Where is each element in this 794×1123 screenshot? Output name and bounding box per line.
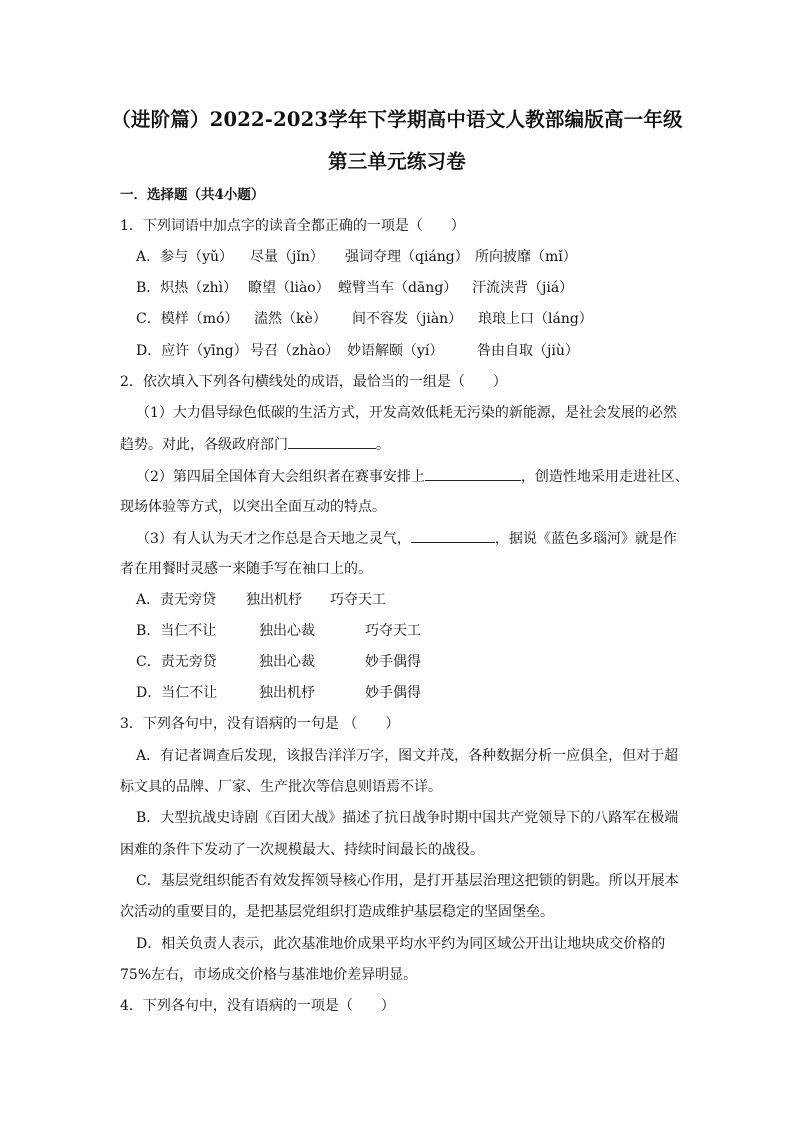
question-2-stem: 2．依次填入下列各句横线处的成语，最恰当的一组是（ ） — [120, 374, 507, 390]
question-3-option-b-line-2: 困难的条件下发动了一次规模最大、持续时间最长的战役。 — [120, 842, 484, 858]
option-d-idiom-1: D．当仁不让 — [136, 685, 218, 701]
option-a-idiom-2: 独出机杼 — [246, 592, 302, 608]
answer-blank-2 — [425, 466, 521, 481]
option-a-word-2: 尽量（jǐn） — [250, 249, 324, 265]
option-b-idiom-1: B．当仁不让 — [136, 623, 217, 639]
question-2-option-c — [136, 652, 421, 672]
sentence-1-end: 。 — [376, 437, 390, 453]
question-2-option-d — [136, 683, 421, 703]
answer-blank-1 — [288, 434, 376, 449]
option-b-word-2: 瞭望（liào） — [248, 280, 330, 296]
option-d-word-4: 咎由自取（jiù） — [477, 343, 579, 359]
option-a-word-4: 所向披靡（mǐ） — [475, 249, 577, 265]
option-a-idiom-3: 巧夺天工 — [330, 592, 386, 608]
option-d-idiom-3: 妙手偶得 — [365, 685, 421, 701]
question-3-option-d-line-1: D．相关负责人表示，此次基准地价成果平均水平约为同区域公开出让地块成交价格的 — [136, 936, 666, 952]
question-2-option-a — [136, 590, 386, 610]
question-3-option-b-line-1: B．大型抗战史诗剧《百团大战》描述了抗日战争时期中国共产党领导下的八路军在极端 — [136, 810, 679, 826]
option-b-idiom-3: 巧夺天工 — [365, 623, 421, 639]
question-1-option-d — [136, 341, 579, 361]
sentence-3-end: ，据说《蓝色多瑙河》就是作 — [494, 531, 677, 547]
question-2-sentence-1-line-2 — [120, 434, 390, 455]
option-d-word-1: D．应许（yīng） — [136, 343, 248, 359]
question-3-option-c-line-2: 次活动的重要目的，是把基层党组织打造成维护基层稳定的坚固堡垒。 — [120, 904, 554, 920]
document-title-line1: （进阶篇）2022-2023学年下学期高中语文人教部编版高一年级 — [111, 108, 683, 131]
answer-blank-3 — [411, 528, 495, 543]
option-a-word-3: 强词夺理（qiáng） — [345, 249, 469, 265]
question-1-option-c — [136, 309, 593, 329]
option-b-word-4: 汗流浃背（jiá） — [472, 280, 574, 296]
option-b-word-3: 螳臂当车（dāng） — [338, 280, 458, 296]
question-3-option-a-line-2: 标文具的品牌、厂家、生产批次等信息则语焉不详。 — [120, 779, 442, 795]
question-4-stem: 4．下列各句中，没有语病的一项是（ ） — [120, 998, 395, 1014]
question-2-sentence-3-line-2: 者在用餐时灵感一来随手写在袖口上的。 — [120, 561, 372, 577]
question-3-option-a-line-1: A．有记者调查后发现，该报告洋洋万字，图文并茂，各种数据分析一应俱全，但对于超 — [136, 748, 679, 764]
option-c-word-4: 琅琅上口（láng） — [478, 311, 593, 327]
question-1-stem: 1．下列词语中加点字的读音全都正确的一项是（ ） — [120, 218, 465, 234]
sentence-2-end: ，创造性地采用走进社区、 — [520, 469, 689, 485]
question-2-sentence-2-line-1 — [136, 466, 689, 487]
question-2-sentence-1-line-1: （1）大力倡导绿色低碳的生活方式，开发高效低耗无污染的新能源，是社会发展的必然 — [136, 405, 677, 421]
option-a-idiom-1: A．责无旁贷 — [136, 592, 217, 608]
question-2-sentence-2-line-2: 现场体验等方式，以突出全面互动的特点。 — [120, 499, 386, 515]
option-c-idiom-1: C．责无旁贷 — [136, 654, 217, 670]
question-3-stem: 3．下列各句中，没有语病的一句是 （ ） — [120, 716, 400, 732]
option-d-idiom-2: 独出机杼 — [259, 685, 315, 701]
option-c-idiom-2: 独出心裁 — [259, 654, 315, 670]
section-heading: 一．选择题（共4小题） — [120, 187, 265, 203]
sentence-3-text: （3）有人认为天才之作总是合天地之灵气， — [136, 531, 411, 547]
option-c-word-1: C．模样（mó） — [136, 311, 239, 327]
sentence-1-text: 趋势。对此，各级政府部门 — [120, 437, 288, 453]
question-2-option-b — [136, 621, 421, 641]
sentence-2-text: （2）第四届全国体育大会组织者在赛事安排上 — [136, 469, 425, 485]
option-c-idiom-3: 妙手偶得 — [365, 654, 421, 670]
question-3-option-d-line-2: 75%左右，市场成交价格与基准地价差异明显。 — [120, 967, 418, 983]
option-b-idiom-2: 独出心裁 — [259, 623, 315, 639]
option-d-word-2: 号召（zhào） — [250, 343, 340, 359]
option-b-word-1: B．炽热（zhì） — [136, 280, 238, 296]
option-a-word-1: A．参与（yǔ） — [136, 249, 234, 265]
question-2-sentence-3-line-1 — [136, 528, 677, 549]
question-1-option-b — [136, 278, 573, 298]
document-title-line2: 第三单元练习卷 — [328, 150, 466, 173]
option-c-word-2: 溘然（kè） — [254, 311, 327, 327]
option-d-word-3: 妙语解颐（yí） — [347, 343, 444, 359]
question-1-option-a — [136, 247, 577, 267]
option-c-word-3: 间不容发（jiàn） — [352, 311, 463, 327]
question-3-option-c-line-1: C．基层党组织能否有效发挥领导核心作用，是打开基层治理这把锁的钥匙。所以开展本 — [136, 873, 679, 889]
